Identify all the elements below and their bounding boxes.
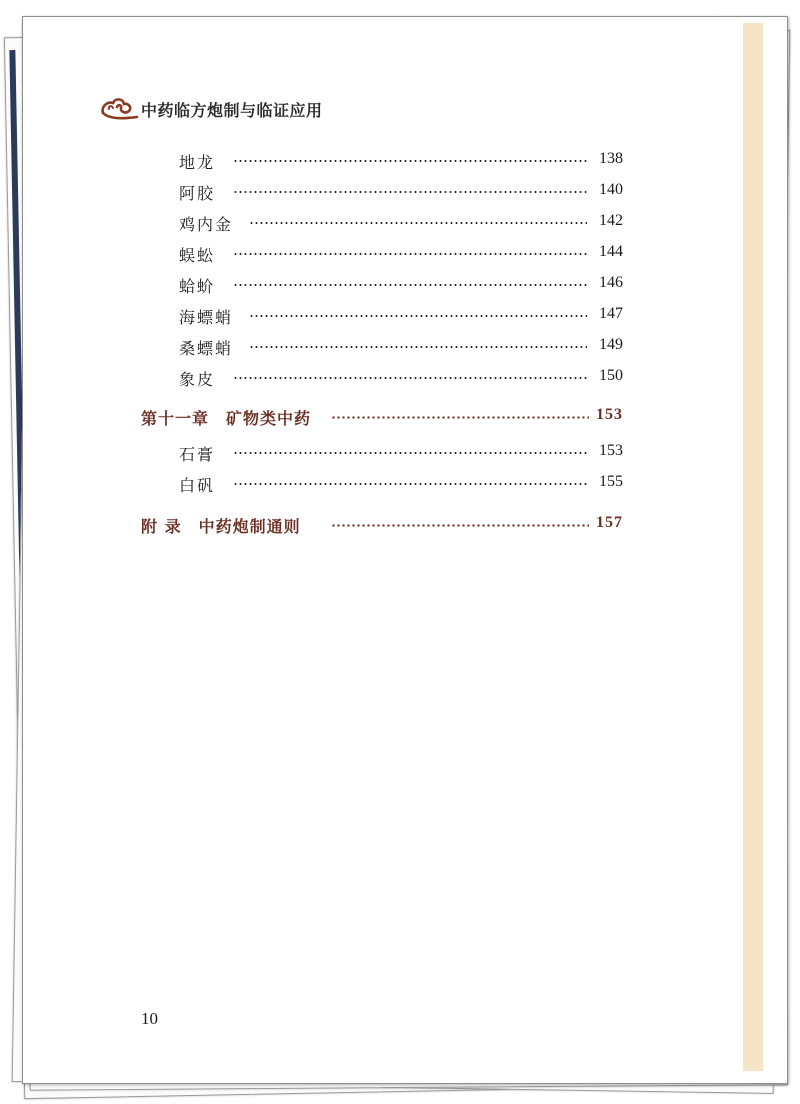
- toc-entry[interactable]: [23, 181, 787, 205]
- toc-entry-page: 138: [599, 150, 623, 167]
- leader-dots: [249, 346, 587, 348]
- toc-entry-label: 蛤蚧: [179, 277, 216, 296]
- leader-dots: [233, 284, 587, 286]
- toc-entry-label: 白矾: [179, 476, 216, 495]
- leader-dots: [233, 191, 587, 193]
- leader-dots: [331, 416, 589, 419]
- toc-chapter-page: 153: [596, 406, 623, 423]
- toc-entry-label: 蜈蚣: [179, 246, 216, 265]
- leader-dots: [233, 160, 587, 162]
- toc-entry-page: 155: [599, 473, 623, 490]
- toc-entry[interactable]: [23, 274, 787, 298]
- toc-page: [22, 16, 788, 1084]
- toc-entry-label: 地龙: [179, 153, 216, 172]
- toc-entry-label: 海螵蛸: [179, 308, 234, 327]
- toc-chapter-label: 第十一章 矿物类中药: [141, 409, 312, 428]
- toc-appendix-label: 附 录 中药炮制通则: [141, 517, 301, 536]
- toc-entry[interactable]: [23, 243, 787, 267]
- toc-entry-label: 阿胶: [179, 184, 216, 203]
- leader-dots: [249, 222, 587, 224]
- leader-dots: [233, 377, 587, 379]
- book-title: 中药临方炮制与临证应用: [141, 100, 323, 120]
- toc-entry-label: 桑螵蛸: [179, 339, 234, 358]
- toc-appendix[interactable]: [23, 514, 787, 538]
- page-number: 10: [141, 1009, 158, 1028]
- toc-entry-page: 144: [599, 243, 623, 260]
- toc-entry[interactable]: [23, 336, 787, 360]
- toc-entry[interactable]: [23, 212, 787, 236]
- toc-entry-page: 147: [599, 305, 623, 322]
- auspicious-cloud-icon: [99, 95, 139, 123]
- leader-dots: [233, 253, 587, 255]
- toc-entry-page: 142: [599, 212, 623, 229]
- toc-appendix-page: 157: [596, 514, 623, 531]
- toc-chapter[interactable]: [23, 406, 787, 430]
- leader-dots: [233, 452, 587, 454]
- toc-entry[interactable]: [23, 473, 787, 497]
- toc-entry[interactable]: [23, 150, 787, 174]
- toc-entry-page: 153: [599, 442, 623, 459]
- toc-entry[interactable]: [23, 442, 787, 466]
- leader-dots: [249, 315, 587, 317]
- running-header: [99, 95, 323, 123]
- toc-entry[interactable]: [23, 305, 787, 329]
- toc-entry-page: 149: [599, 336, 623, 353]
- toc-entry-page: 140: [599, 181, 623, 198]
- toc-entry-label: 鸡内金: [179, 215, 234, 234]
- toc-entry-label: 象皮: [179, 370, 216, 389]
- toc-entry-page: 146: [599, 274, 623, 291]
- toc-entry-label: 石膏: [179, 445, 216, 464]
- leader-dots: [331, 524, 589, 527]
- toc-entry-page: 150: [599, 367, 623, 384]
- toc-entry[interactable]: [23, 367, 787, 391]
- leader-dots: [233, 483, 587, 485]
